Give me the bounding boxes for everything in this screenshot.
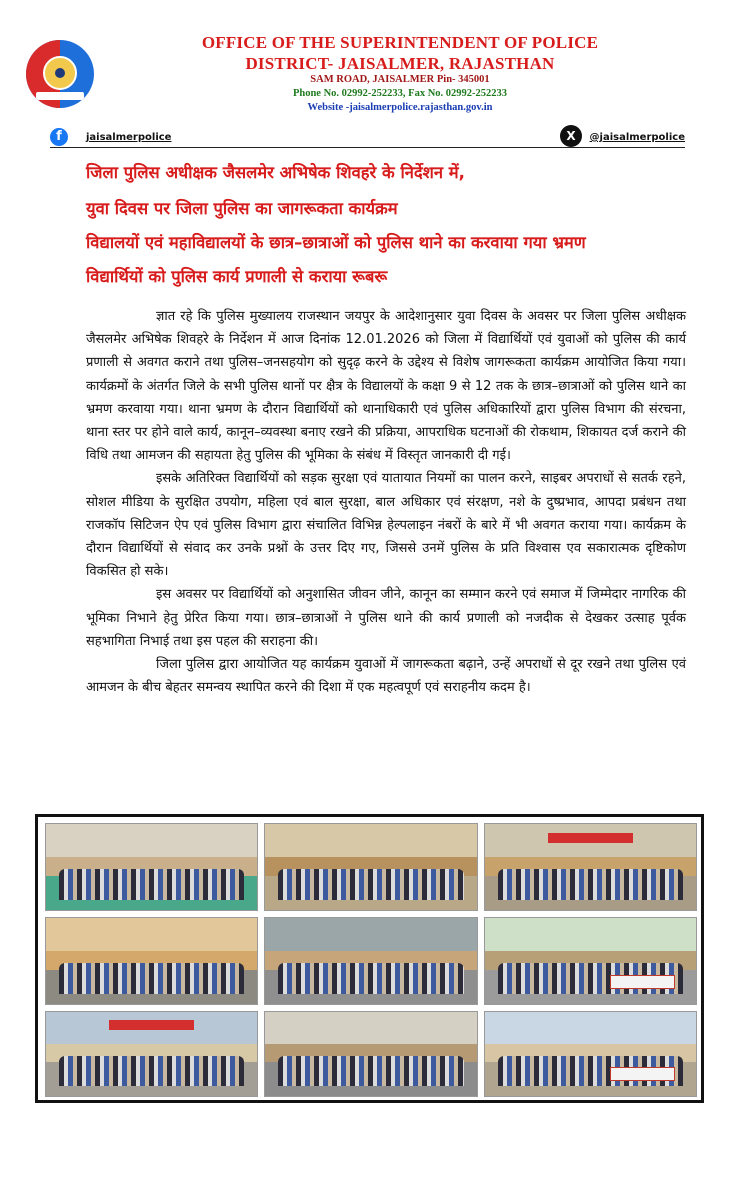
event-photo bbox=[484, 823, 697, 911]
office-title: OFFICE OF THE SUPERINTENDENT OF POLICE bbox=[201, 33, 599, 52]
police-emblem-logo bbox=[26, 40, 94, 108]
district-title: DISTRICT- JAISALMER, RAJASTHAN bbox=[245, 54, 555, 73]
event-photo bbox=[264, 1011, 478, 1097]
event-photo bbox=[484, 917, 697, 1005]
paragraph: इस अवसर पर विद्यार्थियों को अनुशासित जीवन जीने, कानून का सम्मान करने एवं समाज में जिम्मेदार नागरिक की भूमिका निभाने हेतु प्रेरित किया गया। छात्र–छात्राओं ने पुलिस थाने की कार्य प्रणाली को नजदीक से देखकर उत्साह पूर्वक सहभागिता निभाई तथा इस पहल की सराहना की। bbox=[86, 587, 686, 649]
event-photo bbox=[264, 823, 478, 911]
event-photo bbox=[264, 917, 478, 1005]
headline-2: युवा दिवस पर जिला पुलिस का जागरूकता कार्यक्रम bbox=[86, 199, 398, 218]
press-release-body bbox=[86, 305, 686, 699]
office-address: SAM ROAD, JAISALMER Pin- 345001 bbox=[310, 74, 490, 85]
office-phone: Phone No. 02992-252233, Fax No. 02992-252233 bbox=[292, 88, 508, 99]
event-photo bbox=[484, 1011, 697, 1097]
event-photo bbox=[45, 917, 258, 1005]
headline-4: विद्यार्थियों को पुलिस कार्य प्रणाली से कराया रूबरू bbox=[86, 267, 388, 286]
headline-1: जिला पुलिस अधीक्षक जैसलमेर अभिषेक शिवहरे के निर्देशन में, bbox=[86, 163, 465, 182]
x-handle[interactable]: @jaisalmerpolice bbox=[589, 132, 685, 143]
event-photo bbox=[45, 1011, 258, 1097]
event-photo bbox=[45, 823, 258, 911]
paragraph: जिला पुलिस द्वारा आयोजित यह कार्यक्रम युवाओं में जागरूकता बढ़ाने, उन्हें अपराधों से दूर रखने तथा पुलिस एवं आमजन के बीच बेहतर समन्वय स्थापित करने की दिशा में एक महत्वपूर्ण एवं सराहनीय कदम है। bbox=[86, 657, 686, 696]
office-website: Website -jaisalmerpolice.rajasthan.gov.in bbox=[307, 102, 493, 113]
facebook-handle[interactable]: jaisalmerpolice bbox=[86, 132, 172, 143]
headline-3: विद्यालयों एवं महाविद्यालयों के छात्र–छात्राओं को पुलिस थाने का करवाया गया भ्रमण bbox=[86, 233, 586, 252]
letterhead bbox=[0, 0, 729, 130]
x-icon[interactable]: X bbox=[560, 125, 582, 147]
social-links bbox=[50, 125, 685, 148]
paragraph: ज्ञात रहे कि पुलिस मुख्यालय राजस्थान जयपुर के आदेशानुसार युवा दिवस के अवसर पर जिला पुलिस अधीक्षक जैसलमेर अभिषेक शिवहरे के निर्देशन में आज दिनांक 12.01.2026 को जिला में विद्यार्थियों एवं युवाओं को पुलिस की कार्य प्रणाली से अवगत कराने तथा पुलिस–जनसहयोग को सुदृढ़ करने के उद्देश्य से विशेष जागरूकता कार्यक्रम आयोजित किया गया। कार्यक्रमों के अंतर्गत जिले के सभी पुलिस थानों पर क्षैत्र के विद्यालयों के कक्षा 9 से 12 तक के छात्र–छात्राओं को पुलिस थाने का भ्रमण करवाया गया। थाना भ्रमण के दौरान विद्यार्थियों को थानाधिकारी एवं पुलिस अधिकारियों द्वारा पुलिस विभाग की संरचना, थाना स्तर पर होने वाले कार्य, कानून–व्यवस्था बनाए रखने की प्रक्रिया, आपराधिक घटनाओं की रोकथाम, शिकायत दर्ज कराने की विधि तथा आमजन की सहायता हेतु पुलिस की भूमिका के संबंध में विस्तृत जानकारी दी गई। bbox=[86, 309, 686, 464]
photo-collage bbox=[35, 814, 704, 1103]
paragraph: इसके अतिरिक्त विद्यार्थियों को सड़क सुरक्षा एवं यातायात नियमों का पालन करने, साइबर अपराधों से सतर्क रहने, सोशल मीडिया के सुरक्षित उपयोग, महिला एवं बाल सुरक्षा, बाल अधिकार एवं संरक्षण, नशे के दुष्प्रभाव, आपदा प्रबंधन तथा राजकॉप सिटिजन ऐप एवं पुलिस विभाग द्वारा संचालित विभिन्न हेल्पलाइन नंबरों के बारे में भी अवगत कराया गया। कार्यक्रम के दौरान विद्यार्थियों से संवाद कर उनके प्रश्नों के उत्तर दिए गए, जिससे उनमें पुलिस के प्रति विश्वास एव सकारात्मक दृष्टिकोण विकसित हो सके। bbox=[86, 471, 686, 580]
facebook-icon[interactable]: f bbox=[50, 128, 68, 146]
